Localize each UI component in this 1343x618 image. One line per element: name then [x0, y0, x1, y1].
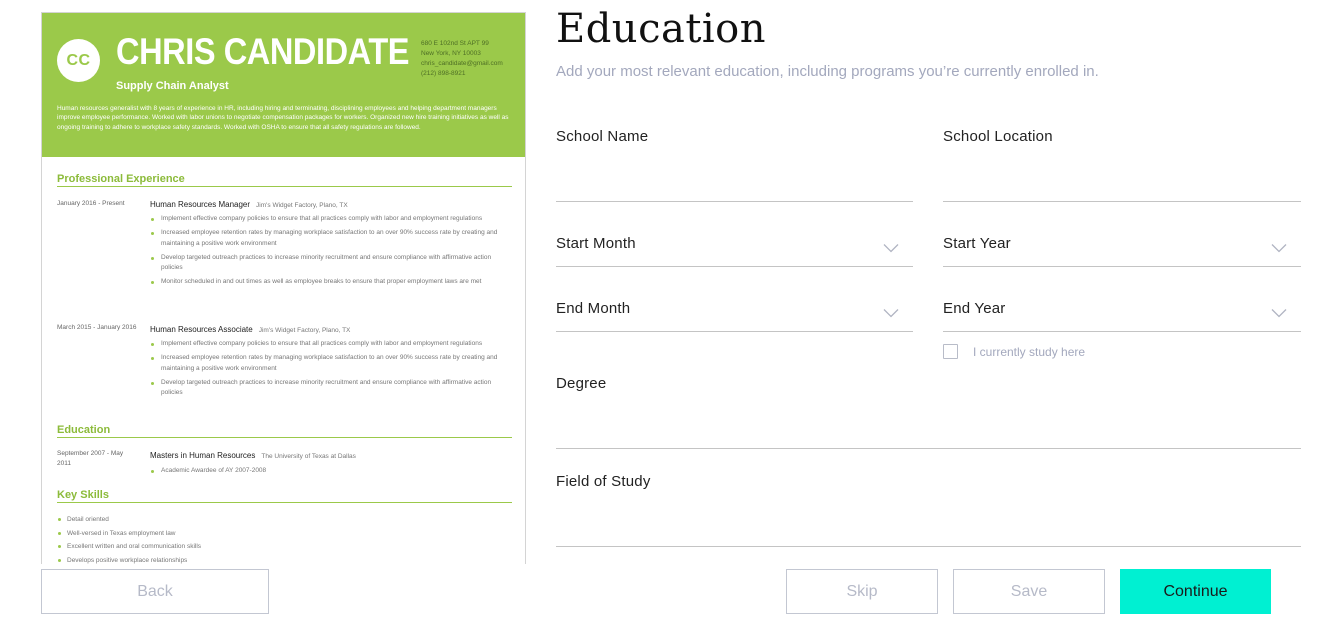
school-name-input[interactable]	[556, 173, 913, 199]
skills-list	[57, 513, 357, 564]
resume-header	[42, 13, 525, 157]
list-item: Implement effective company policies to ensure that all practices comply with labor and employment regulations	[150, 339, 510, 350]
end-month-label: End Month	[556, 300, 631, 317]
chevron-down-icon	[1271, 308, 1287, 318]
page-subtitle: Add your most relevant education, including programs you’re currently enrolled in.	[556, 63, 1099, 80]
degree-label: Degree	[556, 375, 607, 392]
end-month-select[interactable]	[556, 300, 913, 332]
list-item: Well-versed in Texas employment law	[57, 527, 357, 541]
job-company: Jim's Widget Factory, Plano, TX	[256, 202, 348, 209]
job-title	[150, 200, 348, 209]
start-month-select[interactable]	[556, 235, 913, 267]
job-title	[150, 325, 350, 334]
skip-button[interactable]: Skip	[786, 569, 938, 614]
resume-summary: Human resources generalist with 8 years of experience in HR, including hiring and terminating, disciplining employees and helping department managers improve employee performance. Worked with labor unions to negotiate compensation packages for workers. Organized new hire training initiatives as well as ongoing training to adhere to workplace safety standards. Worked with OSHA to ensure that all safety regulations are followed.	[57, 105, 509, 131]
currently-study-option[interactable]	[943, 344, 1085, 359]
resume-preview	[41, 12, 526, 564]
field-of-study-input[interactable]	[556, 518, 1301, 544]
list-item: Increased employee retention rates by managing workplace satisfaction to an over 90% success rate by creating and maintaining a positive work environment	[150, 353, 510, 374]
resume-name: CHRIS CANDIDATE	[116, 31, 410, 72]
school-name-field[interactable]	[556, 128, 913, 202]
field-of-study-label: Field of Study	[556, 473, 651, 490]
field-of-study-field[interactable]	[556, 473, 1301, 547]
school-name-label: School Name	[556, 128, 649, 145]
school-location-label: School Location	[943, 128, 1053, 145]
chevron-down-icon	[1271, 243, 1287, 253]
education-date: September 2007 - May 2011	[57, 450, 124, 467]
section-heading-education: Education	[57, 424, 512, 438]
contact-phone: (212) 898-8921	[421, 70, 466, 77]
chevron-down-icon	[883, 243, 899, 253]
back-button[interactable]: Back	[41, 569, 269, 614]
education-title	[150, 451, 356, 460]
save-button[interactable]: Save	[953, 569, 1105, 614]
job-bullets	[150, 339, 510, 402]
resume-contact	[421, 39, 503, 79]
education-bullets	[150, 466, 510, 480]
resume-job-title: Supply Chain Analyst	[116, 80, 229, 92]
contact-email: chris_candidate@gmail.com	[421, 60, 503, 67]
job-company: Jim's Widget Factory, Plano, TX	[258, 327, 351, 334]
job-role: Human Resources Manager	[150, 200, 251, 209]
start-year-select[interactable]	[943, 235, 1301, 267]
page-title: Education	[556, 6, 767, 52]
currently-study-checkbox[interactable]	[943, 344, 958, 359]
education-degree: Masters in Human Resources	[150, 451, 256, 460]
list-item: Develops positive workplace relationships	[57, 554, 357, 565]
chevron-down-icon	[883, 308, 899, 318]
list-item: Monitor scheduled in and out times as well as employee breaks to ensure that proper employment laws are met	[150, 277, 510, 288]
job-date: January 2016 - Present	[57, 200, 125, 207]
list-item: Excellent written and oral communication skills	[57, 540, 357, 554]
section-heading-skills: Key Skills	[57, 489, 512, 503]
list-item: Implement effective company policies to ensure that all practices comply with labor and employment regulations	[150, 214, 510, 225]
end-year-select[interactable]	[943, 300, 1301, 332]
school-location-input[interactable]	[943, 173, 1301, 199]
list-item: Develop targeted outreach practices to increase minority recruitment and ensure compliance with affirmative action policies	[150, 378, 510, 399]
avatar: CC	[57, 39, 100, 82]
education-school: The University of Texas at Dallas	[261, 453, 356, 460]
list-item: Increased employee retention rates by managing workplace satisfaction to an over 90% success rate by creating and maintaining a positive work environment	[150, 228, 510, 249]
end-year-label: End Year	[943, 300, 1006, 317]
list-item: Academic Awardee of AY 2007-2008	[150, 466, 510, 477]
continue-button[interactable]: Continue	[1120, 569, 1271, 614]
contact-address: 680 E 102nd St APT 99	[421, 40, 489, 47]
list-item: Detail oriented	[57, 513, 357, 527]
start-year-label: Start Year	[943, 235, 1011, 252]
start-month-label: Start Month	[556, 235, 636, 252]
school-location-field[interactable]	[943, 128, 1301, 202]
job-date: March 2015 - January 2016	[57, 324, 137, 331]
degree-input[interactable]	[556, 420, 1301, 446]
job-role: Human Resources Associate	[150, 325, 253, 334]
currently-study-label[interactable]: I currently study here	[973, 344, 1086, 359]
list-item: Develop targeted outreach practices to increase minority recruitment and ensure compliance with affirmative action policies	[150, 253, 510, 274]
section-heading-experience: Professional Experience	[57, 173, 512, 187]
job-bullets	[150, 214, 510, 291]
degree-field[interactable]	[556, 375, 1301, 449]
contact-city: New York, NY 10003	[421, 50, 481, 57]
